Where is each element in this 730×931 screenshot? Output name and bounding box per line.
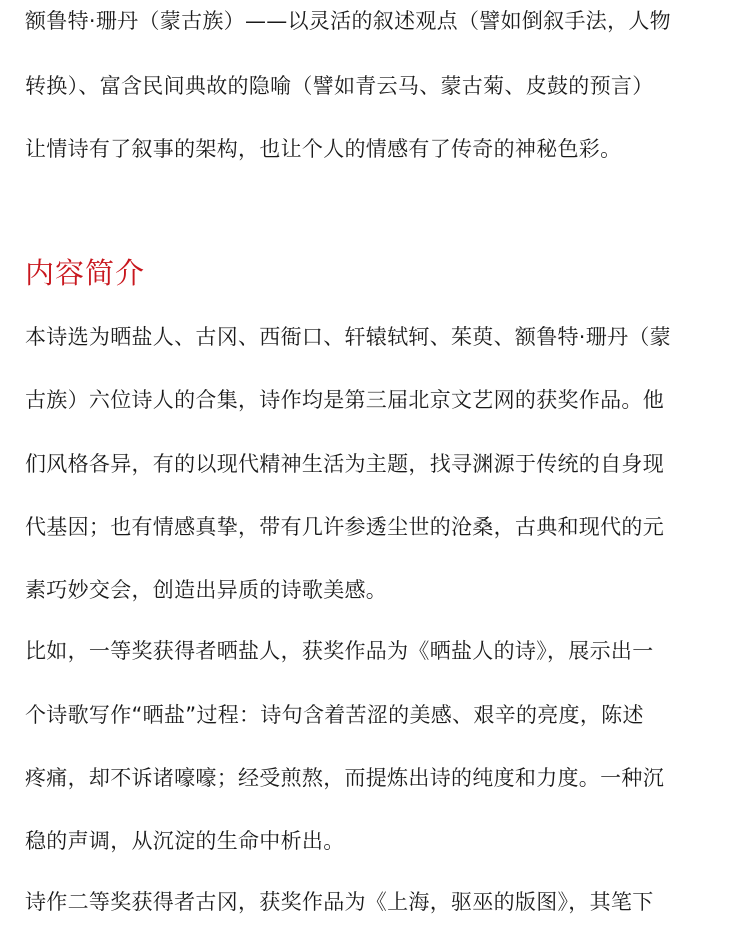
body-line-6: 比如，一等奖获得者晒盐人，获奖作品为《晒盐人的诗》，展示出一 xyxy=(25,639,654,663)
body-line-8: 疼痛，却不诉诸嚎嚎；经受煎熬，而提炼出诗的纯度和力度。一种沉 xyxy=(25,766,664,790)
body-line-7: 个诗歌写作“晒盐”过程：诗句含着苦涩的美感、艰辛的亮度，陈述 xyxy=(25,703,644,727)
body-line-3: 们风格各异，有的以现代精神生活为主题，找寻渊源于传统的自身现 xyxy=(25,452,664,476)
body-line-1: 本诗选为晒盐人、古冈、西衙口、轩辕轼轲、茱萸、额鲁特·珊丹（蒙 xyxy=(25,325,671,349)
body-line-5: 素巧妙交会，创造出异质的诗歌美感。 xyxy=(25,578,388,602)
intro-line-3: 让情诗有了叙事的架构，也让个人的情感有了传奇的神秘色彩。 xyxy=(25,137,622,161)
intro-line-2: 转换）、富含民间典故的隐喻（譬如青云马、蒙古菊、皮鼓的预言） xyxy=(25,74,654,98)
body-line-9: 稳的声调，从沉淀的生命中析出。 xyxy=(25,829,345,853)
body-line-10: 诗作二等奖获得者古冈，获奖作品为《上海，驱巫的版图》，其笔下 xyxy=(25,890,654,914)
body-line-2: 古族）六位诗人的合集，诗作均是第三届北京文艺网的获奖作品。他 xyxy=(25,388,664,412)
body-line-4: 代基因；也有情感真挚，带有几许参透尘世的沧桑，古典和现代的元 xyxy=(25,515,664,539)
intro-line-1: 额鲁特·珊丹（蒙古族）——以灵活的叙述观点（譬如倒叙手法，人物 xyxy=(25,9,671,33)
section-heading: 内容简介 xyxy=(25,256,146,290)
